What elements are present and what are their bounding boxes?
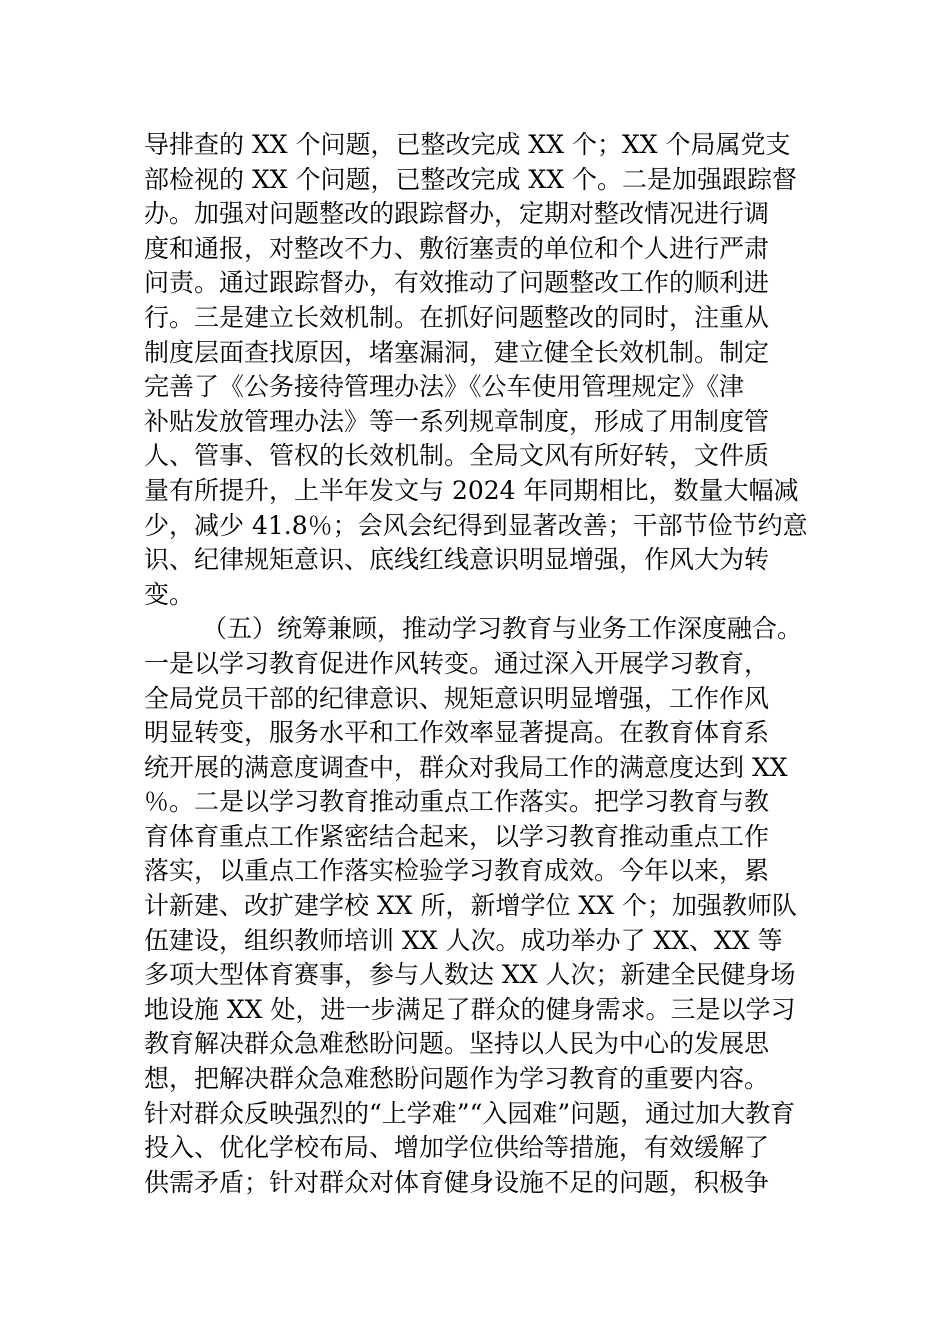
text-line: 补贴发放管理办法》等一系列规章制度，形成了用制度管 xyxy=(144,406,770,436)
text-line: 人、管事、管权的长效机制。全局文风有所好转，文件质 xyxy=(144,441,770,471)
body-text xyxy=(144,128,814,1200)
text-line: 明显转变，服务水平和工作效率显著提高。在教育体育系 xyxy=(144,718,770,748)
text-line: 针对群众反映强烈的“上学难”“入园难”问题，通过加大教育 xyxy=(144,1098,796,1128)
text-line: 变。 xyxy=(144,579,195,609)
text-line: 统开展的满意度调查中，群众对我局工作的满意度达到 XX xyxy=(144,752,788,782)
text-line: ％。二是以学习教育推动重点工作落实。把学习教育与教 xyxy=(144,787,770,817)
text-line: 识、纪律规矩意识、底线红线意识明显增强，作风大为转 xyxy=(144,545,770,575)
text-line: 多项大型体育赛事，参与人数达 XX 人次；新建全民健身场 xyxy=(144,960,796,990)
text-line: 投入、优化学校布局、增加学位供给等措施，有效缓解了 xyxy=(144,1133,770,1163)
text-line: 一是以学习教育促进作风转变。通过深入开展学习教育， xyxy=(144,648,770,678)
text-line: 制度层面查找原因，堵塞漏洞，建立健全长效机制。制定 xyxy=(144,337,770,367)
text-line: 地设施 XX 处，进一步满足了群众的健身需求。三是以学习 xyxy=(144,994,796,1024)
text-line: 落实，以重点工作落实检验学习教育成效。今年以来，累 xyxy=(144,856,770,886)
text-line: 少，减少 41.8％；会风会纪得到显著改善；干部节俭节约意 xyxy=(144,510,808,540)
text-line: 计新建、改扩建学校 XX 所，新增学位 XX 个；加强教师队 xyxy=(144,891,797,921)
text-line: 部检视的 XX 个问题，已整改完成 XX 个。二是加强跟踪督 xyxy=(144,164,797,194)
text-line: 教育解决群众急难愁盼问题。坚持以人民为中心的发展思 xyxy=(144,1029,770,1059)
text-line: 问责。通过跟踪督办，有效推动了问题整改工作的顺利进 xyxy=(144,268,770,298)
text-line: 供需矛盾；针对群众对体育健身设施不足的问题，积极争 xyxy=(144,1167,770,1197)
section-heading-line: （五）统筹兼顾，推动学习教育与业务工作深度融合。 xyxy=(202,614,803,644)
text-line: 行。三是建立长效机制。在抓好问题整改的同时，注重从 xyxy=(144,302,770,332)
text-line: 伍建设，组织教师培训 XX 人次。成功举办了 XX、XX 等 xyxy=(144,925,783,955)
text-line: 导排查的 XX 个问题，已整改完成 XX 个；XX 个局属党支 xyxy=(144,130,791,159)
text-line: 全局党员干部的纪律意识、规矩意识明显增强，工作作风 xyxy=(144,683,770,713)
text-line: 育体育重点工作紧密结合起来，以学习教育推动重点工作 xyxy=(144,821,770,851)
text-line: 度和通报，对整改不力、敷衍塞责的单位和个人进行严肃 xyxy=(144,233,770,263)
text-line: 量有所提升，上半年发文与 2024 年同期相比，数量大幅减 xyxy=(144,475,799,505)
text-line: 完善了《公务接待管理办法》《公车使用管理规定》《津 xyxy=(144,372,745,402)
text-line: 想，把解决群众急难愁盼问题作为学习教育的重要内容。 xyxy=(144,1064,770,1094)
text-line: 办。加强对问题整改的跟踪督办，定期对整改情况进行调 xyxy=(144,199,770,229)
